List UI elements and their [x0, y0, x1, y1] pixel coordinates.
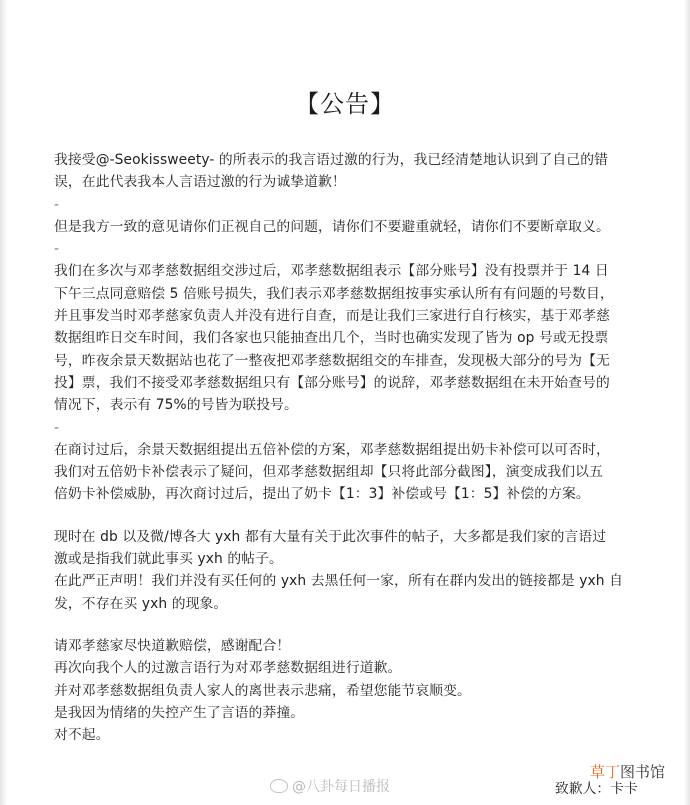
text-line: 发，不存在买 yxh 的现象。	[54, 595, 228, 612]
separator-dash: -	[54, 196, 60, 213]
text-line: 数据组昨日交车时间，我们各家也只能抽查出几个，当时也确实发现了皆为 op 号或无投票	[54, 330, 609, 347]
paragraph	[54, 439, 654, 506]
text-line: 在商讨过后，余景天数据组提出五倍补偿的方案，邓孝慈数据组提出奶卡补偿可以可否时，	[54, 441, 610, 458]
paragraph	[54, 216, 654, 238]
text-line: 在此严正声明！我们并没有买任何的 yxh 去黑任何一家，所有在群内发出的链接都是 yxh 自	[54, 573, 623, 590]
page-edge-shadow-left	[0, 0, 7, 805]
paragraph	[54, 526, 654, 615]
text-line: 再次向我个人的过激言语行为对邓孝慈数据组进行道歉。	[54, 660, 402, 677]
text-line: 但是我方一致的意见请你们正视自己的问题，请你们不要避重就轻，请你们不要断章取义。	[54, 218, 610, 235]
text-line: 并且事发当时邓孝慈家负责人并没有进行自查，而是让我们三家进行自行核实，基于邓孝慈	[54, 308, 610, 325]
text-line: 号，昨夜余景天数据站也花了一整夜把邓孝慈数据组交的车排查，发现极大部分的号为【无	[54, 352, 610, 369]
weibo-watermark-text: @八卦每日播报	[292, 779, 390, 795]
paragraph	[54, 149, 654, 194]
text-line: 激或是指我们就此事买 yxh 的帖子。	[54, 551, 283, 568]
text-line: 并对邓孝慈数据组负责人家人的离世表示悲痛，希望您能节哀顺变。	[54, 682, 471, 699]
separator-dash: -	[54, 241, 60, 258]
text-line: 倍奶卡补偿威胁，再次商讨过后，提出了奶卡【1：3】补偿或号【1：5】补偿的方案。	[54, 486, 590, 503]
text-line: 下午三点同意赔偿 5 倍账号损失，我们表示邓孝慈数据组按事实承认所有有问题的号数目，	[54, 285, 614, 302]
separator-dash: -	[54, 419, 60, 436]
text-line: 我接受@-Seokissweety- 的所表示的我言语过激的行为，我已经清楚地认识到了自己的错	[54, 152, 609, 168]
text-line: 误，在此代表我本人言语过激的行为诚挚道歉！	[54, 174, 346, 191]
text-line: 情况下，表示有 75%的号皆为联投号。	[54, 397, 298, 414]
text-line: 我们对五倍奶卡补偿表示了疑问，但邓孝慈数据组却【只将此部分截图】，演变成我们以五	[54, 464, 603, 481]
text-line: 是我因为情绪的失控产生了言语的莽撞。	[54, 704, 305, 721]
text-line: 我们在多次与邓孝慈数据组交涉过后，邓孝慈数据组表示【部分账号】没有投票并于 14 日	[54, 263, 609, 280]
paragraph	[54, 635, 654, 746]
paragraph	[54, 260, 654, 416]
text-line: 现时在 db 以及微/博各大 yxh 都有大量有关于此次事件的帖子，大多都是我们家的言语过	[54, 528, 607, 545]
document-body	[54, 149, 654, 746]
site-watermark-plain: 图书馆	[620, 763, 666, 781]
page-edge-shadow-right	[684, 0, 690, 805]
site-watermark-accent: 草丁	[590, 763, 621, 781]
document-title: 【公告】	[295, 90, 395, 118]
text-line: 投】票，我们不接受邓孝慈数据组只有【部分账号】的说辞，邓孝慈数据组在未开始查号的	[54, 374, 610, 391]
weibo-watermark	[270, 776, 390, 798]
paragraph-gap	[54, 615, 654, 635]
text-line: 对不起。	[54, 727, 110, 744]
paragraph-gap	[54, 506, 654, 526]
signature: 致歉人：卡卡	[555, 781, 638, 797]
text-line: 请邓孝慈家尽快道歉赔偿，感谢配合！	[54, 637, 291, 654]
weibo-logo-icon	[270, 779, 288, 793]
